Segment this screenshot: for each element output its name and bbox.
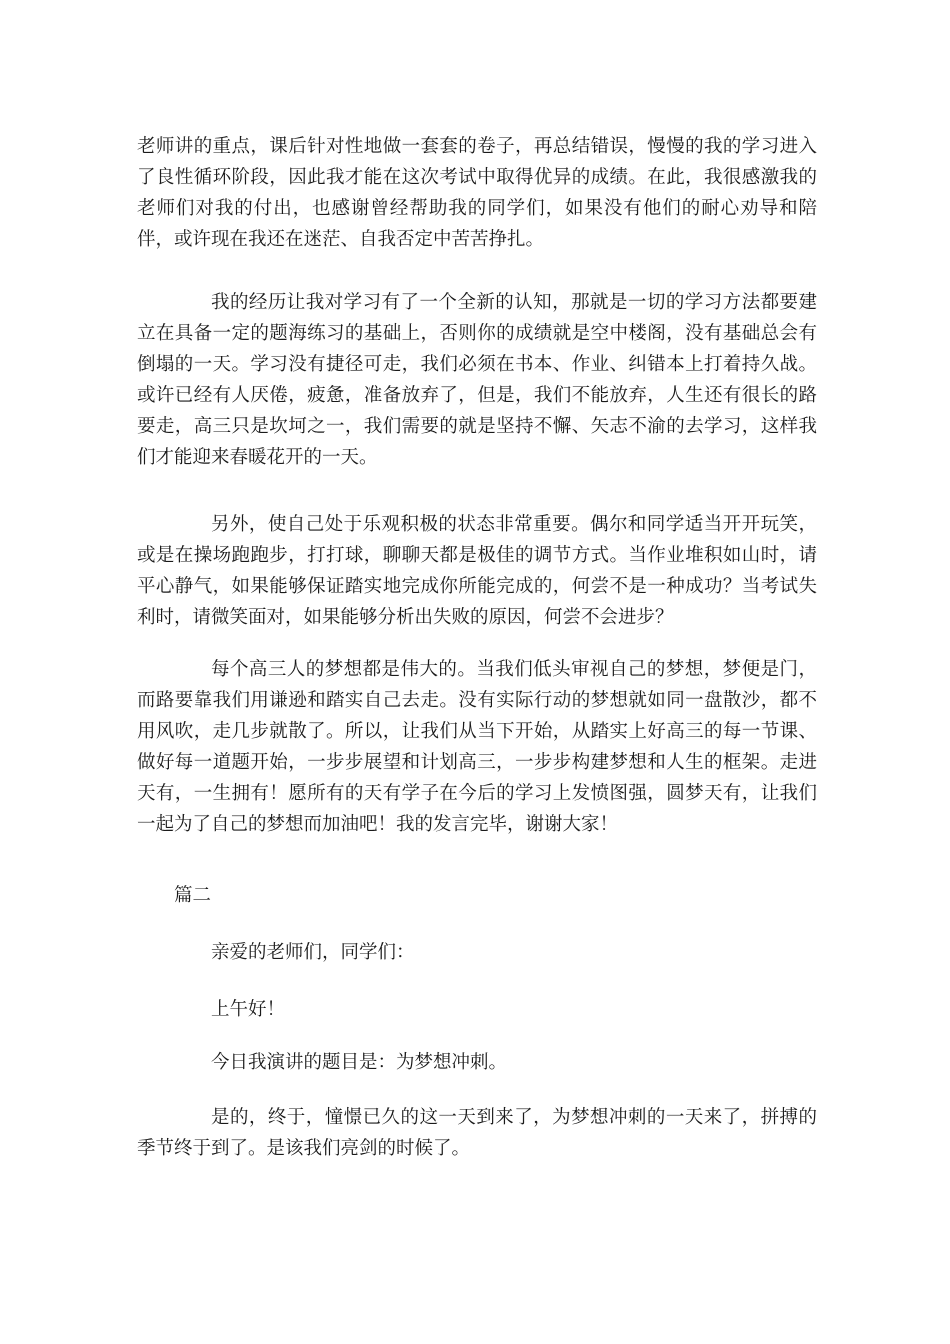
body-paragraph: 老师讲的重点，课后针对性地做一套套的卷子，再总结错误，慢慢的我的学习进入了良性循环阶段，因此我才能在这次考试中取得优异的成绩。在此，我很感激我的老师们对我的付出，也感谢曾经帮助我的同学们，如果没有他们的耐心劝导和陪伴，或许现在我还在迷茫、自我否定中苦苦挣扎。 (137, 136, 817, 250)
body-paragraph: 是的，终于，憧憬已久的这一天到来了，为梦想冲刺的一天来了，拼搏的季节终于到了。是该我们亮剑的时候了。 (137, 1107, 817, 1159)
topic-line: 今日我演讲的题目是：为梦想冲刺。 (211, 1052, 508, 1073)
body-paragraph: 我的经历让我对学习有了一个全新的认知，那就是一切的学习方法都要建立在具备一定的题海练习的基础上，否则你的成绩就是空中楼阁，没有基础总会有倒塌的一天。学习没有捷径可走，我们必须在书本、作业、纠错本上打着持久战。或许已经有人厌倦，疲惫，准备放弃了，但是，我们不能放弃，人生还有很长的路要走，高三只是坎坷之一，我们需要的就是坚持不懈、矢志不渝的去学习，这样我们才能迎来春暖花开的一天。 (137, 292, 817, 468)
greeting: 上午好！ (211, 999, 286, 1020)
section-heading: 篇二 (174, 885, 212, 906)
body-paragraph: 另外，使自己处于乐观积极的状态非常重要。偶尔和同学适当开开玩笑，或是在操场跑跑步，打打球，聊聊天都是极佳的调节方式。当作业堆积如山时，请平心静气，如果能够保证踏实地完成你所能完成的，何尝不是一种成功？当考试失利时，请微笑面对，如果能够分析出失败的原因，何尝不会进步？ (137, 514, 817, 628)
salutation: 亲爱的老师们，同学们： (211, 942, 415, 963)
body-paragraph: 每个高三人的梦想都是伟大的。当我们低头审视自己的梦想，梦便是门，而路要靠我们用谦逊和踏实自己去走。没有实际行动的梦想就如同一盘散沙，都不用风吹，走几步就散了。所以，让我们从当下开始，从踏实上好高三的每一节课、做好每一道题开始，一步步展望和计划高三，一步步构建梦想和人生的框架。走进天有，一生拥有！愿所有的天有学子在今后的学习上发愤图强，圆梦天有，让我们一起为了自己的梦想而加油吧！我的发言完毕，谢谢大家！ (137, 659, 817, 835)
